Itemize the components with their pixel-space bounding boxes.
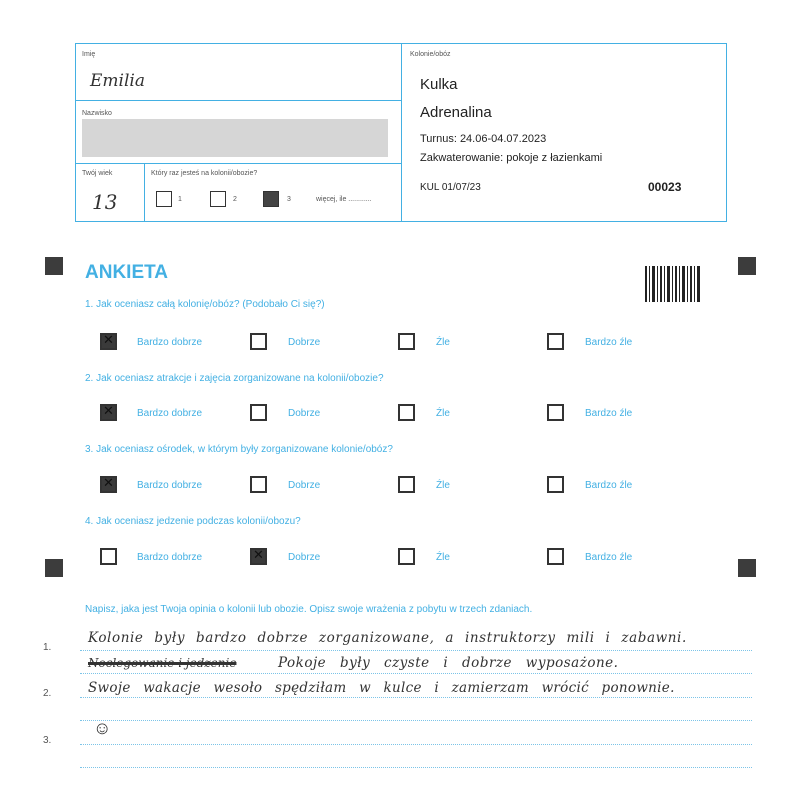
q4-option-zle-label: Źle [436, 552, 450, 563]
question-1-text: 1. Jak oceniasz całą kolonię/obóz? (Podobało Ci się?) [85, 299, 325, 310]
q3-option-zle-checkbox[interactable] [398, 476, 415, 493]
q4-option-bardzo-zle-checkbox[interactable] [547, 548, 564, 565]
camp-line1: Kulka [420, 76, 458, 93]
alignment-marker-top-right [738, 257, 756, 275]
writing-line-5 [80, 744, 752, 745]
q3-option-dobrze-label: Dobrze [288, 480, 321, 491]
q2-option-bardzo-dobrze-checkbox[interactable] [100, 404, 117, 421]
times-option-more-label: więcej, ile ............ [316, 196, 372, 203]
q1-option-bardzo-zle-label: Bardzo źle [585, 337, 633, 348]
question-4-text: 4. Jak oceniasz jedzenie podczas kolonii/obozu? [85, 516, 301, 527]
survey-title: ANKIETA [85, 262, 169, 283]
q4-option-bardzo-zle-label: Bardzo źle [585, 552, 633, 563]
q4-option-bardzo-dobrze-checkbox[interactable] [100, 548, 117, 565]
q2-option-bardzo-dobrze-label: Bardzo dobrze [137, 408, 203, 419]
line-number-3: 3. [43, 735, 52, 746]
header-divider-age [144, 163, 145, 221]
writing-line-1 [80, 650, 752, 651]
times-option-2-checkbox[interactable] [210, 191, 226, 207]
q1-option-bardzo-dobrze-checkbox[interactable] [100, 333, 117, 350]
q3-option-bardzo-dobrze-checkbox[interactable] [100, 476, 117, 493]
q3-option-zle-label: Źle [436, 480, 450, 491]
barcode-icon [645, 266, 700, 302]
q2-option-bardzo-zle-label: Bardzo źle [585, 408, 633, 419]
camp-label: Kolonie/obóz [410, 51, 451, 58]
times-option-2-label: 2 [233, 196, 237, 203]
q2-option-dobrze-label: Dobrze [288, 408, 321, 419]
accommodation: Zakwaterowanie: pokoje z łazienkami [420, 152, 603, 164]
q4-option-bardzo-dobrze-label: Bardzo dobrze [137, 552, 203, 563]
alignment-marker-top-left [45, 257, 63, 275]
alignment-marker-mid-left [45, 559, 63, 577]
surname-redaction [82, 119, 388, 157]
times-option-1-label: 1 [178, 196, 182, 203]
header-divider-h1 [76, 100, 401, 101]
writing-line-4 [80, 720, 752, 721]
q1-option-bardzo-dobrze-label: Bardzo dobrze [137, 337, 203, 348]
header-divider-h2 [76, 163, 401, 164]
surname-label: Nazwisko [82, 110, 112, 117]
line-number-1: 1. [43, 642, 52, 653]
opinion-prompt: Napisz, jaka jest Twoja opinia o kolonii lub obozie. Opisz swoje wrażenia z pobytu w trzech zdaniach. [85, 604, 533, 615]
writing-line-3 [80, 697, 752, 698]
camp-code: KUL 01/07/23 [420, 182, 481, 193]
q1-option-zle-checkbox[interactable] [398, 333, 415, 350]
q2-option-zle-checkbox[interactable] [398, 404, 415, 421]
times-question: Który raz jesteś na kolonii/obozie? [151, 170, 258, 177]
q4-option-dobrze-checkbox[interactable] [250, 548, 267, 565]
q1-option-bardzo-zle-checkbox[interactable] [547, 333, 564, 350]
turnus: Turnus: 24.06-04.07.2023 [420, 133, 547, 145]
q3-option-bardzo-zle-label: Bardzo źle [585, 480, 633, 491]
q2-option-zle-label: Źle [436, 408, 450, 419]
line-number-2: 2. [43, 688, 52, 699]
q1-option-dobrze-checkbox[interactable] [250, 333, 267, 350]
age-value: 13 [92, 190, 118, 214]
q1-option-dobrze-label: Dobrze [288, 337, 321, 348]
question-3-text: 3. Jak oceniasz ośrodek, w którym były zorganizowane kolonie/obóz? [85, 444, 393, 455]
times-option-1-checkbox[interactable] [156, 191, 172, 207]
handwritten-line-3: Swoje wakacje wesoło spędziłam w kulce i zamierzam wrócić ponownie. [88, 680, 675, 696]
smiley-icon: ☺ [93, 718, 112, 738]
writing-line-2 [80, 673, 752, 674]
handwritten-line-2: Pokoje były czyste i dobrze wyposażone. [278, 655, 619, 671]
times-option-3-label: 3 [287, 196, 291, 203]
handwritten-crossed-out: Noclegowanie i jedzenie [88, 656, 237, 670]
q3-option-bardzo-dobrze-label: Bardzo dobrze [137, 480, 203, 491]
form-number: 00023 [648, 180, 682, 194]
q4-option-dobrze-label: Dobrze [288, 552, 321, 563]
name-label: Imię [82, 51, 96, 58]
times-option-3-checkbox[interactable] [263, 191, 279, 207]
writing-line-6 [80, 767, 752, 768]
q3-option-bardzo-zle-checkbox[interactable] [547, 476, 564, 493]
q4-option-zle-checkbox[interactable] [398, 548, 415, 565]
q3-option-dobrze-checkbox[interactable] [250, 476, 267, 493]
handwritten-line-1: Kolonie były bardzo dobrze zorganizowane, a instruktorzy mili i zabawni. [88, 630, 687, 646]
name-value: Emilia [90, 71, 145, 91]
header-divider-v [401, 44, 402, 221]
alignment-marker-mid-right [738, 559, 756, 577]
q2-option-dobrze-checkbox[interactable] [250, 404, 267, 421]
header-box [75, 43, 727, 222]
q1-option-zle-label: Źle [436, 337, 450, 348]
question-2-text: 2. Jak oceniasz atrakcje i zajęcia zorganizowane na kolonii/obozie? [85, 373, 384, 384]
q2-option-bardzo-zle-checkbox[interactable] [547, 404, 564, 421]
camp-line2: Adrenalina [420, 104, 492, 121]
age-label: Twój wiek [82, 170, 113, 177]
